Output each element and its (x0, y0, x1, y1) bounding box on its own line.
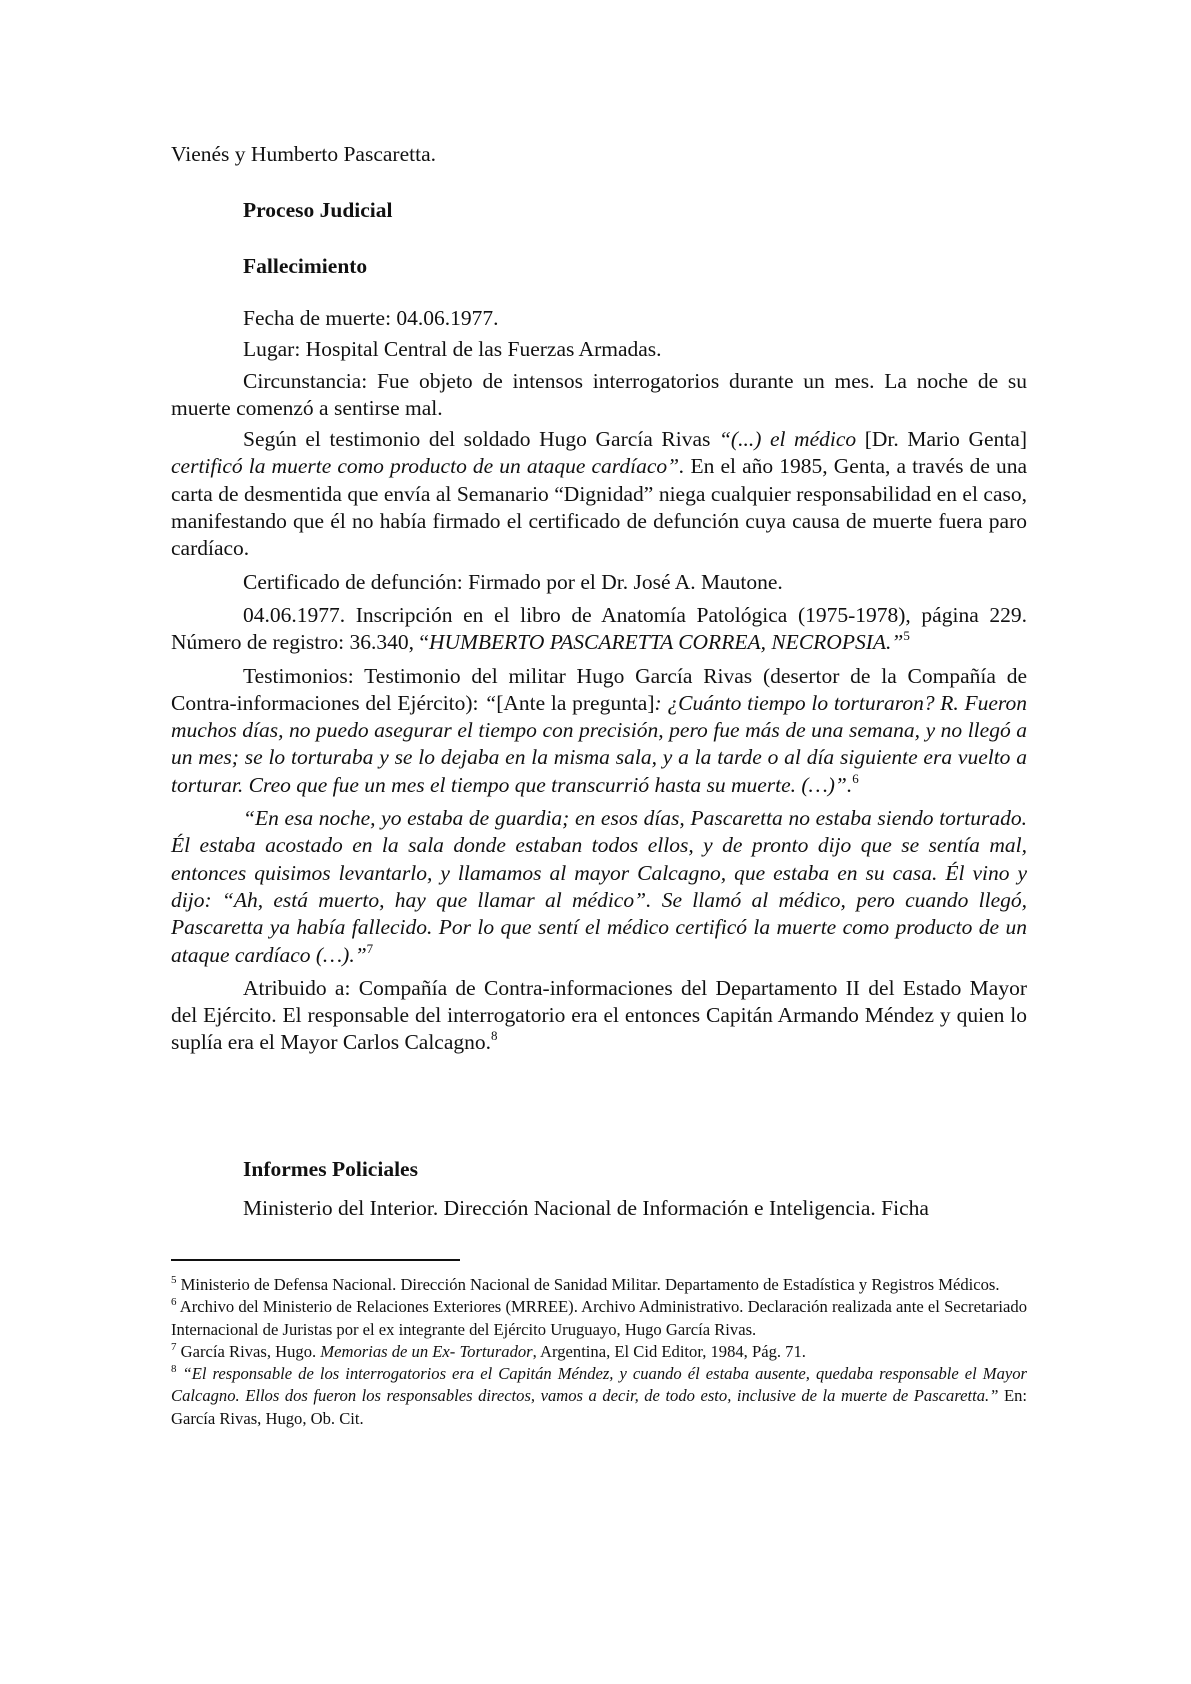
footnote-8-quote: “El responsable de los interrogatorios era el Capitán Méndez, y cuando él estaba ausente, quedaba responsable el Mayor Calcagno. Ellos dos fueron los responsables directos, vamos a decir, de todo esto, inclusive de la muerte de Pascaretta.” (171, 1364, 1027, 1406)
footnote-7-number: 7 (171, 1340, 177, 1353)
footnote-5 (171, 1274, 1027, 1296)
footnote-7-title: Memorias de un Ex- Torturador (320, 1341, 533, 1361)
footnote-5-text: Ministerio de Defensa Nacional. Dirección Nacional de Sanidad Militar. Departamento de Estadística y Registros Médicos. (180, 1275, 1000, 1294)
fecha-muerte: Fecha de muerte: 04.06.1977. (243, 306, 499, 330)
continuation-line (171, 141, 1027, 168)
footnote-ref-5: 5 (903, 628, 910, 644)
certificado-defuncion: Certificado de defunción: Firmado por el Dr. José A. Mautone. (243, 569, 783, 594)
footnote-8-text: En: García Rivas, Hugo, Ob. Cit. (171, 1386, 1027, 1428)
footnote-8 (171, 1363, 1027, 1430)
quote-italic: “En esa noche, yo estaba de guardia; en esos días, Pascaretta no estaba siendo torturado. Él estaba acostado en la sala donde estaban todos ellos, y de pronto dijo que se sentía mal, entonces quisimos levantarlo, y llamamos al mayor Calcagno, que estaba en su casa. Él vino y dijo: “Ah, está muerto, hay que llamar al médico”. Se llamó al médico, pero cuando llegó, Pascaretta ya había fallecido. Por lo que sentí el médico certificó la muerte como producto de un ataque cardíaco (…).” (171, 806, 1027, 967)
inscripcion-text: 04.06.1977. Inscripción en el libro de Anatomía Patológica (1975-1978), página 229. Número de registro: 36.340, “ (171, 602, 1027, 655)
footnote-8-number: 8 (171, 1363, 177, 1376)
footnote-7 (171, 1341, 1027, 1363)
inscripcion-italic: HUMBERTO PASCARETTA CORREA, NECROPSIA.” (428, 630, 904, 655)
footnote-6-text: Archivo del Ministerio de Relaciones Exteriores (MRREE). Archivo Administrativo. Declaración realizada ante el Secretariado Internacional de Juristas por el ex integrante del Ejército Uruguayo, Hugo García Rivas. (171, 1297, 1028, 1339)
testimonios-italic-2: : ¿Cuánto tiempo lo torturaron? R. Fueron muchos días, no puedo asegurar el tiempo con precisión, pero fue más de una semana, y no llegó a un mes; se lo torturaba y se lo dejaba en la misma sala, y a la tarde o al día siguiente era vuelto a torturar. Creo que fue un mes el tiempo que transcurrió hasta su muerte. (…)”. (171, 690, 1027, 797)
footnote-separator (171, 1259, 460, 1261)
footnote-5-number: 5 (171, 1274, 177, 1286)
footnote-6 (171, 1296, 1027, 1341)
quote-guardia (171, 805, 1027, 969)
heading-fallecimiento: Fallecimiento (243, 254, 368, 278)
lugar: Lugar: Hospital Central de las Fuerzas Armadas. (243, 337, 662, 362)
inscripcion (171, 602, 1027, 657)
footnote-ref-7: 7 (366, 940, 374, 956)
segun-italic-2: certificó la muerte como producto de un ataque cardíaco”. (171, 454, 685, 479)
segun-italic-1: “(...) el médico (718, 427, 865, 452)
segun-text-2: [Dr. Mario Genta] (864, 427, 1027, 452)
footnotes (171, 1274, 1027, 1430)
footnote-ref-8: 8 (491, 1028, 498, 1044)
footnote-7-text-2: , Argentina, El Cid Editor, 1984, Pág. 71. (532, 1341, 806, 1361)
testimonios-italic-1: “ (484, 690, 497, 715)
testimonios (171, 663, 1027, 799)
testimonios-text-1: Testimonios: Testimonio del militar Hugo García Rivas (desertor de la Compañía de Contra-informaciones del Ejército): (171, 663, 1027, 715)
segun-text-1: Según el testimonio del soldado Hugo García Rivas (243, 427, 719, 452)
segun-testimonio (171, 426, 1027, 562)
atribuido (171, 975, 1027, 1057)
informes-section (171, 1195, 1027, 1222)
footnote-ref-6: 6 (852, 770, 859, 786)
top-line: Vienés y Humberto Pascaretta. (171, 142, 436, 166)
heading-informes-policiales: Informes Policiales (243, 1157, 418, 1181)
fallecimiento-section (171, 305, 1027, 1057)
testimonios-text-2: [Ante la pregunta] (496, 690, 655, 715)
segun-text-3: En el año 1985, Genta, a través de una carta de desmentida que envía al Semanario “Dignidad” niega cualquier responsabilidad en el caso, manifestando que él no había firmado el certificado de defunción cuya causa de muerte fuera paro cardíaco. (171, 454, 1027, 561)
heading-proceso-judicial: Proceso Judicial (243, 198, 393, 222)
footnote-6-number: 6 (171, 1296, 177, 1309)
circunstancia: Circunstancia: Fue objeto de intensos interrogatorios durante un mes. La noche de su muerte comenzó a sentirse mal. (171, 368, 1027, 420)
footnote-7-text-1: García Rivas, Hugo. (180, 1341, 321, 1361)
informes-text: Ministerio del Interior. Dirección Nacional de Información e Inteligencia. Ficha (243, 1196, 929, 1220)
atribuido-text: Atribuido a: Compañía de Contra-informaciones del Departamento II del Estado Mayor del Ejército. El responsable del interrogatorio era el entonces Capitán Armando Méndez y quien lo suplía era el Mayor Carlos Calcagno. (171, 975, 1027, 1055)
